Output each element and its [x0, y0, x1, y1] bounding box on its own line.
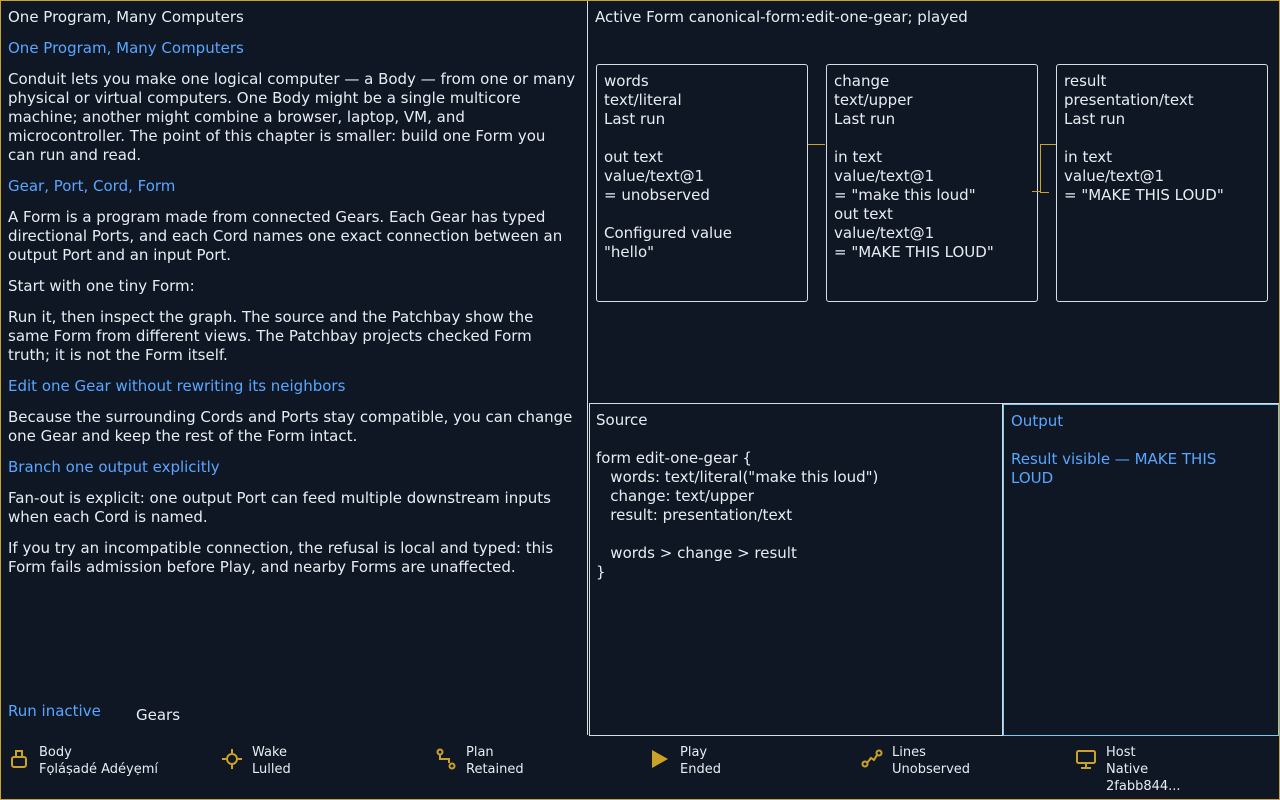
- paragraph: Fan-out is explicit: one output Port can feed multiple downstream inputs when each Cord is named.: [8, 489, 551, 526]
- paragraph: If you try an incompatible connection, the refusal is local and typed: this Form fails admission before Play, and nearby Forms are unaffected.: [8, 539, 554, 576]
- status-value: Retained: [466, 762, 524, 777]
- gear-port-out[interactable]: out text: [604, 148, 663, 166]
- gear-line: "hello": [604, 243, 655, 261]
- gear-port-out[interactable]: out text: [834, 205, 893, 223]
- gear-line: result: [1064, 72, 1107, 90]
- gear-line: presentation/text: [1064, 91, 1194, 109]
- source-code[interactable]: form edit-one-gear { words: text/literal("make this loud") change: text/upper result: presentation/text words > change > result }: [596, 449, 879, 581]
- gear-line: text/literal: [604, 91, 682, 109]
- document-pane: [1, 1, 588, 735]
- cord-words-change[interactable]: [808, 144, 825, 145]
- gear-port-in[interactable]: in text: [1064, 148, 1113, 166]
- gears-tab[interactable]: Gears: [136, 706, 181, 724]
- status-value: Lulled: [252, 762, 291, 777]
- paragraph: Start with one tiny Form:: [8, 277, 195, 295]
- gear-port-in[interactable]: in text: [834, 148, 883, 166]
- gear-line: = "make this loud": [834, 186, 976, 204]
- lines-icon: [861, 748, 883, 770]
- cord-change-result-top[interactable]: [1040, 144, 1056, 145]
- paragraph: Run it, then inspect the graph. The source and the Patchbay show the same Form from different views. The Patchbay projects checked Form truth; it is not the Form itself.: [8, 308, 534, 364]
- cord-change-result-bottom[interactable]: [1032, 191, 1040, 192]
- gear-card-words[interactable]: [596, 64, 808, 302]
- cord-change-result[interactable]: [1040, 144, 1049, 193]
- status-label: Play: [680, 745, 708, 760]
- gear-line: text/upper: [834, 91, 913, 109]
- active-form-title: Active Form canonical-form:edit-one-gear; played: [595, 8, 968, 26]
- output-result: Result visible — MAKE THIS LOUD: [1011, 450, 1217, 487]
- gear-line: [604, 205, 800, 224]
- gear-line: = "MAKE THIS LOUD": [834, 243, 994, 261]
- status-label: Plan: [466, 745, 494, 760]
- gear-line: value/text@1: [604, 167, 705, 185]
- status-label: Host: [1106, 745, 1136, 760]
- paragraph: Because the surrounding Cords and Ports stay compatible, you can change one Gear and keep the rest of the Form intact.: [8, 408, 573, 445]
- section-heading: Branch one output explicitly: [8, 458, 220, 476]
- body-icon: [8, 748, 30, 770]
- paragraph: Conduit lets you make one logical computer — a Body — from one or many physical or virtual computers. One Body might be a single multicore machine; another might combine a browser, laptop, VM, and microcontroller. The point of this chapter is smaller: build one Form you can run and read.: [8, 70, 576, 164]
- status-value: Unobserved: [892, 762, 971, 777]
- status-bar: [1, 736, 1278, 798]
- gear-line: value/text@1: [1064, 167, 1165, 185]
- section-heading: Gear, Port, Cord, Form: [8, 177, 176, 195]
- status-label: Body: [39, 745, 72, 760]
- gear-line: change: [834, 72, 890, 90]
- gear-card-result[interactable]: [1056, 64, 1268, 302]
- status-host-id: 2fabb844...: [1106, 779, 1181, 794]
- gear-line: value/text@1: [834, 167, 935, 185]
- gear-line: Configured value: [604, 224, 732, 242]
- gear-line: words: [604, 72, 649, 90]
- paragraph: A Form is a program made from connected Gears. Each Gear has typed directional Ports, and each Cord names one exact connection between an output Port and an input Port.: [8, 208, 563, 264]
- section-heading: One Program, Many Computers: [8, 39, 244, 57]
- gear-card-change[interactable]: [826, 64, 1038, 302]
- play-icon: [649, 748, 671, 770]
- gear-line: = "MAKE THIS LOUD": [1064, 186, 1224, 204]
- gear-line: [834, 129, 1030, 148]
- gear-line: [604, 129, 800, 148]
- status-value: Fọláṣadé Adéyẹmí: [39, 762, 159, 777]
- gear-line: = unobserved: [604, 186, 710, 204]
- plan-icon: [435, 748, 457, 770]
- status-label: Lines: [892, 745, 926, 760]
- document-title: One Program, Many Computers: [8, 8, 244, 26]
- wake-icon: [221, 748, 243, 770]
- status-value: Native: [1106, 762, 1149, 777]
- gear-line: Last run: [834, 110, 896, 128]
- gear-line: value/text@1: [834, 224, 935, 242]
- source-pane: [589, 404, 1003, 736]
- output-pane: [1003, 404, 1279, 736]
- output-title: Output: [1011, 412, 1064, 430]
- gear-line: [1064, 129, 1260, 148]
- status-label: Wake: [252, 745, 288, 760]
- run-inactive-link[interactable]: Run inactive: [8, 702, 101, 720]
- host-icon: [1075, 748, 1097, 770]
- patchbay-pane: [589, 1, 1279, 404]
- source-title: Source: [596, 411, 648, 429]
- section-heading: Edit one Gear without rewriting its neighbors: [8, 377, 346, 395]
- status-value: Ended: [680, 762, 721, 777]
- gear-line: Last run: [604, 110, 666, 128]
- gear-line: Last run: [1064, 110, 1126, 128]
